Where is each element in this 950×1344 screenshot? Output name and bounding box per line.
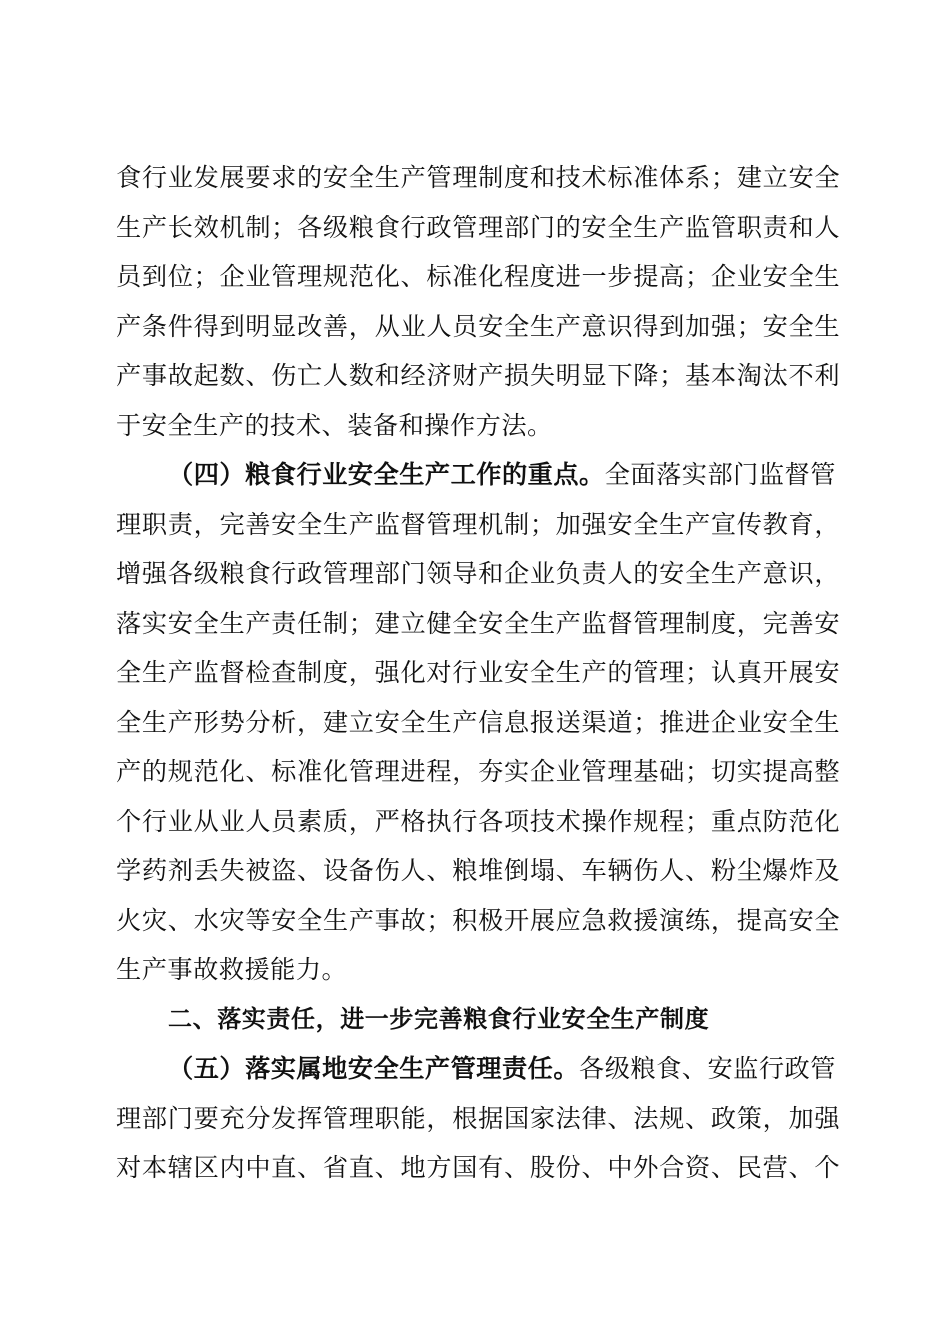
paragraph-first-line-text: 各级粮食、安监行政管 <box>579 1054 836 1083</box>
paragraph-line: 火灾、水灾等安全生产事故；积极开展应急救援演练，提高安全 <box>116 905 840 935</box>
paragraph-line: 食行业发展要求的安全生产管理制度和技术标准体系；建立安全 <box>116 163 840 192</box>
paragraph-line: 增强各级粮食行政管理部门领导和企业负责人的安全生产意识， <box>116 559 840 588</box>
section-heading: 二、落实责任，进一步完善粮食行业安全生产制度 <box>168 1004 710 1033</box>
paragraph-line: 对本辖区内中直、省直、地方国有、股份、中外合资、民营、个 <box>116 1153 840 1182</box>
paragraph-line: 生产长效机制；各级粮食行政管理部门的安全生产监管职责和人 <box>116 212 840 242</box>
paragraph-lead-heading: （四）粮食行业安全生产工作的重点。 <box>168 459 605 489</box>
paragraph-line: 全生产形势分析，建立安全生产信息报送渠道；推进企业安全生 <box>116 707 840 737</box>
paragraph-line: 个行业从业人员素质，严格执行各项技术操作规程；重点防范化 <box>116 806 840 836</box>
paragraph-first-line-text: 全面落实部门监督管 <box>604 460 836 489</box>
paragraph-line: 全生产监督检查制度，强化对行业安全生产的管理；认真开展安 <box>116 658 840 687</box>
paragraph-lead-heading: （五）落实属地安全生产管理责任。 <box>168 1053 579 1083</box>
paragraph-line: 理部门要充分发挥管理职能，根据国家法律、法规、政策，加强 <box>116 1103 840 1133</box>
document-body <box>116 153 840 1193</box>
paragraph-line: 产的规范化、标准化管理进程，夯实企业管理基础；切实提高整 <box>116 757 840 786</box>
paragraph-line: 理职责，完善安全生产监督管理机制；加强安全生产宣传教育， <box>116 509 840 539</box>
paragraph-first-line <box>116 450 840 500</box>
paragraph-line: 产事故起数、伤亡人数和经济财产损失明显下降；基本淘汰不利 <box>116 361 840 390</box>
paragraph-line: 生产事故救援能力。 <box>116 955 348 984</box>
paragraph-line: 员到位；企业管理规范化、标准化程度进一步提高；企业安全生 <box>116 262 840 291</box>
paragraph-line: 产条件得到明显改善，从业人员安全生产意识得到加强；安全生 <box>116 311 840 341</box>
paragraph-line: 学药剂丢失被盗、设备伤人、粮堆倒塌、车辆伤人、粉尘爆炸及 <box>116 856 840 885</box>
paragraph-line: 于安全生产的技术、装备和操作方法。 <box>116 410 553 440</box>
paragraph-line: 落实安全生产责任制；建立健全安全生产监督管理制度，完善安 <box>116 608 840 638</box>
paragraph-first-line <box>116 1044 840 1094</box>
